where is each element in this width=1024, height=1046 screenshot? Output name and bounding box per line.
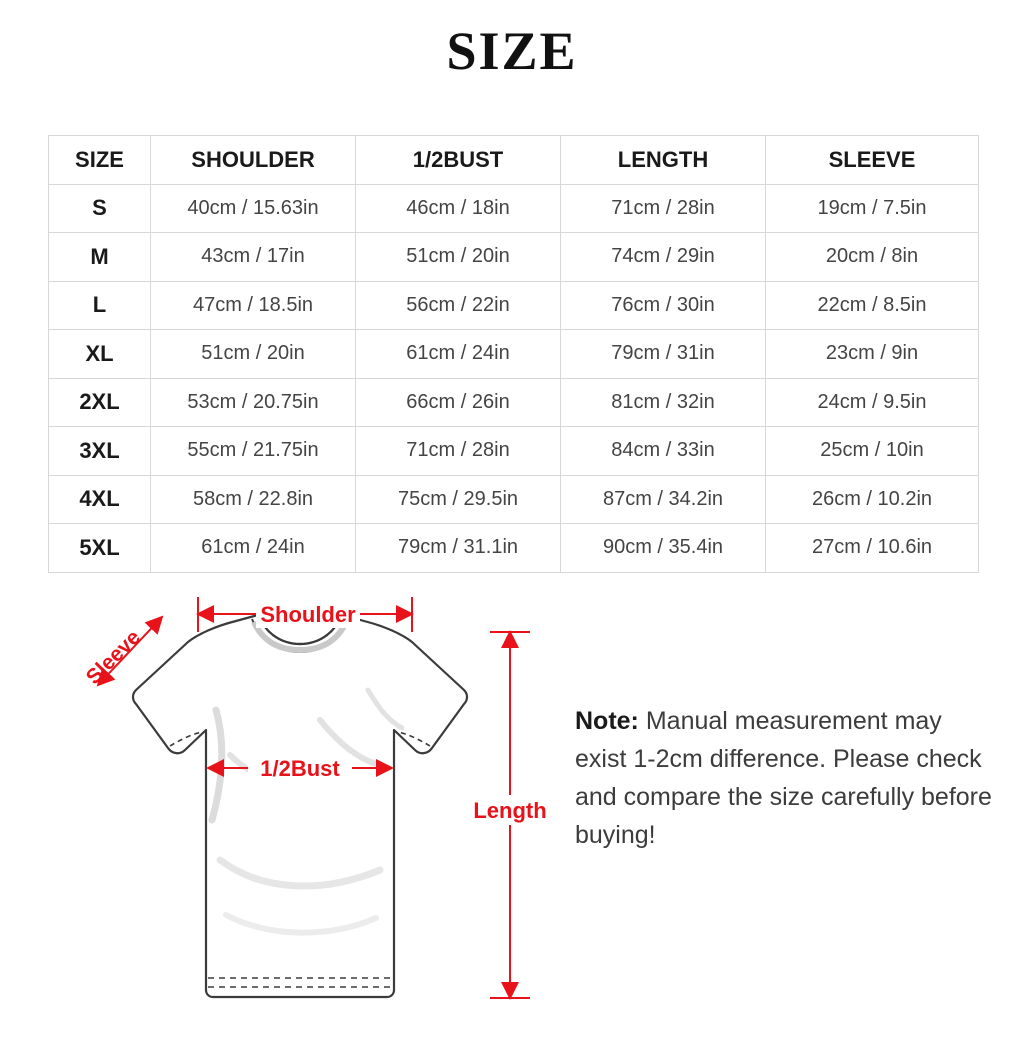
cell-length: 71cm / 28in xyxy=(561,184,766,233)
cell-shoulder: 58cm / 22.8in xyxy=(151,475,356,524)
page-title: SIZE xyxy=(446,21,578,81)
column-header-sleeve: SLEEVE xyxy=(766,136,979,185)
cell-halfbust: 79cm / 31.1in xyxy=(356,524,561,573)
cell-length: 81cm / 32in xyxy=(561,378,766,427)
cell-shoulder: 47cm / 18.5in xyxy=(151,281,356,330)
cell-length: 87cm / 34.2in xyxy=(561,475,766,524)
cell-size: 4XL xyxy=(49,475,151,524)
cell-halfbust: 75cm / 29.5in xyxy=(356,475,561,524)
cell-sleeve: 20cm / 8in xyxy=(766,233,979,282)
table-row xyxy=(49,330,979,379)
cell-size: L xyxy=(49,281,151,330)
note-block xyxy=(575,702,995,854)
cell-size: XL xyxy=(49,330,151,379)
table-row xyxy=(49,184,979,233)
size-table-container xyxy=(48,135,978,573)
half-bust-label: 1/2Bust xyxy=(260,756,340,781)
tshirt-measurement-diagram xyxy=(20,570,580,1030)
note-label: Note: xyxy=(575,707,639,735)
cell-sleeve: 19cm / 7.5in xyxy=(766,184,979,233)
length-label: Length xyxy=(473,798,547,823)
note-text: Manual measurement may exist 1-2cm difference. Please check and compare the size carefully before buying! xyxy=(575,707,992,849)
column-header-shoulder: SHOULDER xyxy=(151,136,356,185)
column-header-size: SIZE xyxy=(49,136,151,185)
table-row xyxy=(49,233,979,282)
cell-shoulder: 53cm / 20.75in xyxy=(151,378,356,427)
cell-sleeve: 27cm / 10.6in xyxy=(766,524,979,573)
column-header-length: LENGTH xyxy=(561,136,766,185)
sleeve-label: Sleeve xyxy=(81,625,146,690)
cell-halfbust: 71cm / 28in xyxy=(356,427,561,476)
cell-sleeve: 23cm / 9in xyxy=(766,330,979,379)
cell-sleeve: 24cm / 9.5in xyxy=(766,378,979,427)
shoulder-label: Shoulder xyxy=(260,602,356,627)
cell-shoulder: 51cm / 20in xyxy=(151,330,356,379)
cell-halfbust: 66cm / 26in xyxy=(356,378,561,427)
cell-size: M xyxy=(49,233,151,282)
column-header-halfbust: 1/2BUST xyxy=(356,136,561,185)
cell-size: 5XL xyxy=(49,524,151,573)
cell-shoulder: 61cm / 24in xyxy=(151,524,356,573)
size-table xyxy=(48,135,979,573)
table-row xyxy=(49,378,979,427)
table-row xyxy=(49,281,979,330)
cell-sleeve: 26cm / 10.2in xyxy=(766,475,979,524)
cell-shoulder: 55cm / 21.75in xyxy=(151,427,356,476)
cell-halfbust: 61cm / 24in xyxy=(356,330,561,379)
cell-length: 76cm / 30in xyxy=(561,281,766,330)
table-row xyxy=(49,427,979,476)
table-row xyxy=(49,524,979,573)
cell-size: S xyxy=(49,184,151,233)
cell-length: 74cm / 29in xyxy=(561,233,766,282)
cell-size: 2XL xyxy=(49,378,151,427)
table-row xyxy=(49,475,979,524)
cell-length: 79cm / 31in xyxy=(561,330,766,379)
cell-sleeve: 25cm / 10in xyxy=(766,427,979,476)
cell-halfbust: 56cm / 22in xyxy=(356,281,561,330)
cell-sleeve: 22cm / 8.5in xyxy=(766,281,979,330)
cell-halfbust: 46cm / 18in xyxy=(356,184,561,233)
tshirt-outline xyxy=(133,615,467,997)
cell-halfbust: 51cm / 20in xyxy=(356,233,561,282)
length-measure xyxy=(473,632,547,998)
table-header-row xyxy=(49,136,979,185)
cell-length: 84cm / 33in xyxy=(561,427,766,476)
cell-shoulder: 40cm / 15.63in xyxy=(151,184,356,233)
cell-length: 90cm / 35.4in xyxy=(561,524,766,573)
cell-size: 3XL xyxy=(49,427,151,476)
cell-shoulder: 43cm / 17in xyxy=(151,233,356,282)
